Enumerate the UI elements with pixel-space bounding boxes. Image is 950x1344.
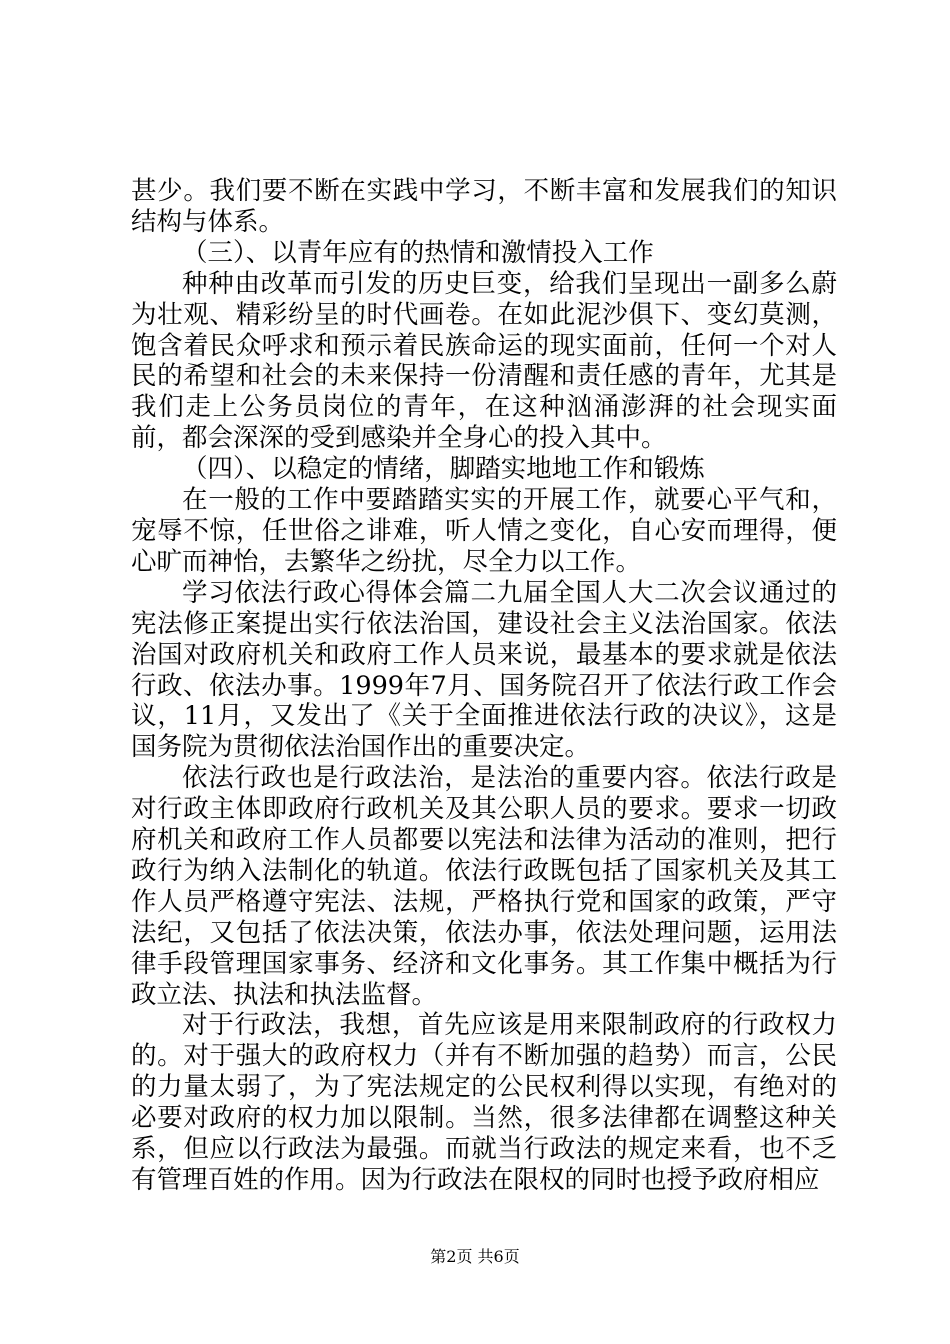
- document-body: [131, 176, 837, 1196]
- paragraph-reform: 种种由改革而引发的历史巨变，给我们呈现出一副多么蔚为壮观、精彩纷呈的时代画卷。在如此泥沙俱下、变幻莫测，饱含着民众呼求和预示着民族命运的现实面前，任何一个对人民的希望和社会的未来保持一份清醒和责任感的青年，尤其是我们走上公务员岗位的青年，在这种汹涌澎湃的社会现实面前，都会深深的受到感染并全身心的投入其中。: [131, 268, 837, 454]
- page-number: 第2页 共6页: [430, 1247, 520, 1266]
- paragraph-administration-by-law: 依法行政也是行政法治，是法治的重要内容。依法行政是对行政主体即政府行政机关及其公职人员的要求。要求一切政府机关和政府工作人员都要以宪法和法律为活动的准则，把行政行为纳入法制化的轨道。依法行政既包括了国家机关及其工作人员严格遵守宪法、法规，严格执行党和国家的政策，严守法纪，又包括了依法决策，依法办事，依法处理问题，运用法律手段管理国家事务、经济和文化事务。其工作集中概括为行政立法、执法和执法监督。: [131, 763, 837, 1010]
- paragraph-article-two: 学习依法行政心得体会篇二九届全国人大二次会议通过的宪法修正案提出实行依法治国，建设社会主义法治国家。依法治国对政府机关和政府工作人员来说，最基本的要求就是依法行政、依法办事。1999年7月、国务院召开了依法行政工作会议，11月，又发出了《关于全面推进依法行政的决议》，这是国务院为贯彻依法治国作出的重要决定。: [131, 577, 837, 763]
- paragraph-work-attitude: 在一般的工作中要踏踏实实的开展工作，就要心平气和，宠辱不惊，任世俗之诽难，听人情之变化，自心安而理得，便心旷而神怡，去繁华之纷扰，尽全力以工作。: [131, 485, 837, 577]
- paragraph-administrative-law: 对于行政法，我想，首先应该是用来限制政府的行政权力的。对于强大的政府权力（并有不断加强的趋势）而言，公民的力量太弱了，为了宪法规定的公民权利得以实现，有绝对的必要对政府的权力加以限制。当然，很多法律都在调整这种关系，但应以行政法为最强。而就当行政法的规定来看，也不乏有管理百姓的作用。因为行政法在限权的同时也授予政府相应: [131, 1010, 837, 1195]
- section-heading-4: （四）、以稳定的情绪，脚踏实地地工作和锻炼: [182, 454, 705, 485]
- section-heading-3: （三）、以青年应有的热情和激情投入工作: [182, 237, 654, 268]
- page-footer: [0, 1246, 950, 1268]
- paragraph-continuation: 甚少。我们要不断在实践中学习，不断丰富和发展我们的知识结构与体系。: [131, 176, 837, 237]
